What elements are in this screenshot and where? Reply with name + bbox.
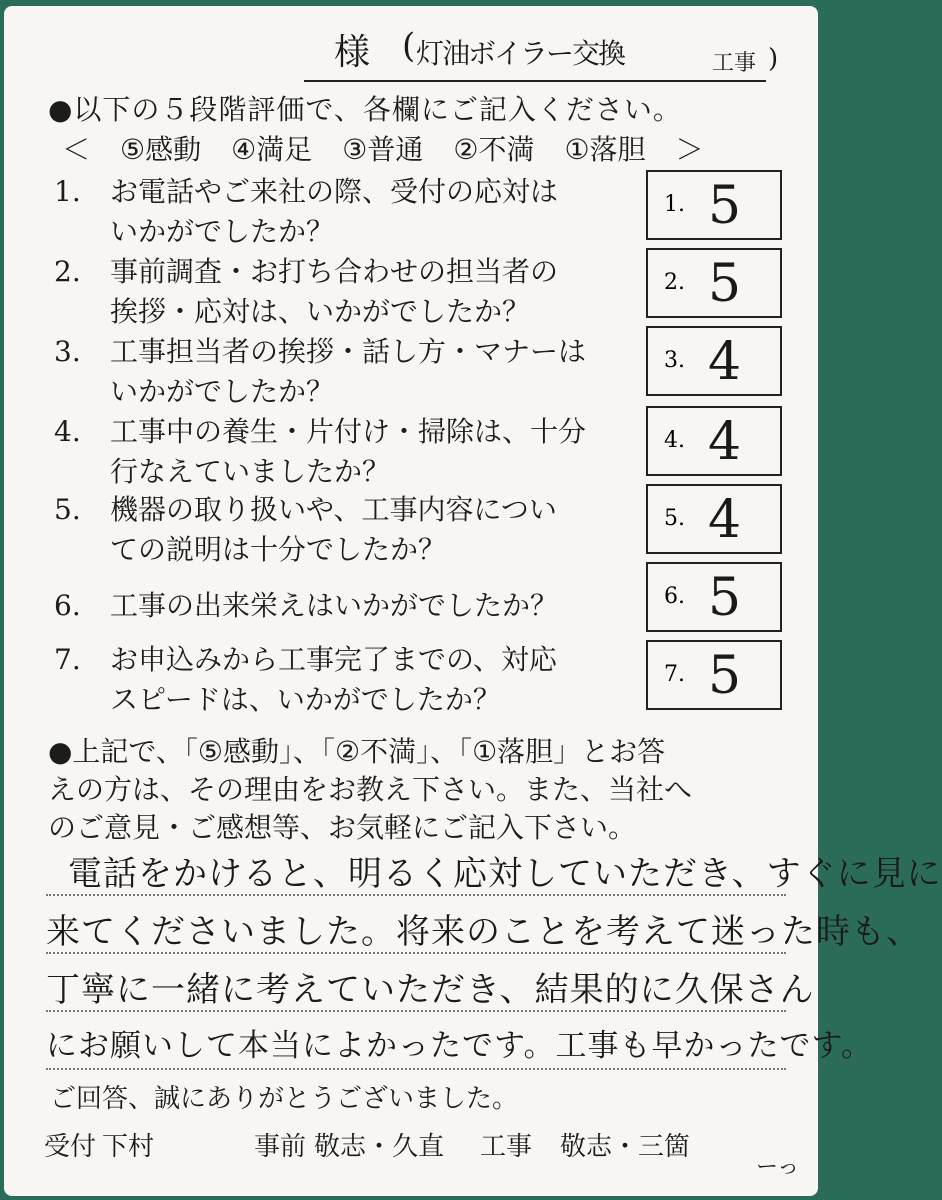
question-text-line1: 機器の取り扱いや、工事内容につい	[110, 493, 557, 526]
question-text-line2: 挨拶・応対は、いかがでしたか？	[110, 295, 531, 328]
question-number: 1.	[54, 175, 81, 208]
answer-value: 5	[708, 176, 742, 236]
header-line	[304, 18, 784, 78]
question-text-line2: 行なえていましたか？	[110, 455, 391, 488]
answer-value: 5	[708, 568, 742, 628]
answer-box-label: 2.	[664, 270, 685, 295]
pre-survey-label: 事前	[254, 1132, 307, 1162]
answer-box-3[interactable]	[646, 326, 782, 396]
comment-prompt-line2: えの方は、その理由をお教え下さい。また、当社へ	[48, 773, 693, 806]
reception-label: 受付	[44, 1132, 97, 1162]
answer-box-label: 4.	[664, 428, 685, 453]
comment-prompt-line3: のご意見・ご感想等、お気軽にご記入下さい。	[48, 811, 637, 844]
question-number: 3.	[54, 335, 81, 368]
scale-item-1: ①落胆	[564, 133, 646, 166]
answer-value: 4	[708, 490, 742, 550]
paren-close: )	[768, 44, 779, 74]
question-number: 7.	[54, 643, 81, 676]
reception-name: 下村	[102, 1132, 155, 1162]
answer-box-label: 7.	[664, 662, 685, 687]
question-text-line1: 事前調査・お打ち合わせの担当者の	[110, 255, 559, 288]
answer-box-4[interactable]	[646, 406, 782, 476]
pre-survey-name: 敬志・久直	[314, 1132, 445, 1162]
thanks-message: ご回答、誠にありがとうございました。	[50, 1084, 519, 1114]
scale-open: ＜	[62, 133, 91, 166]
scale-item-5: ⑤感動	[120, 133, 202, 166]
answer-value: 4	[708, 412, 742, 472]
header-underline	[304, 80, 766, 82]
question-text-line2: いかがでしたか？	[110, 375, 335, 408]
answer-box-label: 1.	[664, 192, 685, 217]
question-number: 5.	[54, 493, 81, 526]
comment-line1: 電話をかけると、明るく応対していただき、すぐに見に	[68, 854, 942, 894]
instruction: ●以下の５段階評価で、各欄にご記入ください。	[48, 93, 682, 126]
question-text-line2: スピードは、いかがでしたか？	[110, 683, 501, 716]
paren-open: (	[402, 26, 416, 66]
question-text-line2: いかがでしたか？	[110, 215, 335, 248]
work-name: 敬志・三箇	[560, 1132, 691, 1162]
comment-line2: 来てくださいました。将来のことを考えて迷った時も、	[46, 912, 921, 952]
question-number: 6.	[54, 589, 81, 622]
question-text-line1: お申込みから工事完了までの、対応	[110, 643, 557, 676]
survey-card	[4, 6, 942, 1196]
question-text-line1: 工事の出来栄えはいかがでしたか？	[110, 589, 559, 622]
work-description: 灯油ボイラー交換	[416, 37, 625, 70]
answer-box-1[interactable]	[646, 170, 782, 240]
rating-scale	[62, 128, 704, 168]
answer-box-6[interactable]	[646, 562, 782, 632]
answer-box-2[interactable]	[646, 248, 782, 318]
comment-prompt-line1: ●上記で、「⑤感動」、「②不満」、「①落胆」とお答	[48, 735, 666, 768]
scale-item-4: ④満足	[231, 133, 313, 166]
comment-line4: にお願いして本当によかったです。工事も早かったです。	[46, 1028, 874, 1064]
answer-box-label: 5.	[664, 506, 685, 531]
question-text-line1: 工事担当者の挨拶・話し方・マナーは	[110, 335, 587, 368]
question-number: 2.	[54, 255, 81, 288]
question-text-line2: ての説明は十分でしたか？	[110, 533, 447, 566]
scale-close: ＞	[675, 133, 704, 166]
comment-line3: 丁寧に一緒に考えていただき、結果的に久保さん	[46, 970, 815, 1010]
answer-box-label: 6.	[664, 584, 685, 609]
customer-name: 様	[334, 32, 371, 73]
ruled-line	[46, 1068, 786, 1070]
answer-value: 5	[708, 254, 742, 314]
scale-item-3: ③普通	[342, 133, 424, 166]
answer-value: 4	[708, 332, 742, 392]
question-text-line1: 工事中の養生・片付け・掃除は、十分	[110, 415, 587, 448]
question-text-line1: お電話やご来社の際、受付の応対は	[110, 175, 559, 208]
answer-box-7[interactable]	[646, 640, 782, 710]
question-number: 4.	[54, 415, 81, 448]
work-label: 工事	[480, 1132, 533, 1162]
scale-item-2: ②不満	[453, 133, 535, 166]
footer-tail: ーっ	[756, 1155, 800, 1180]
answer-box-label: 3.	[664, 348, 685, 373]
answer-box-5[interactable]	[646, 484, 782, 554]
koji-label: 工事	[712, 51, 757, 76]
answer-value: 5	[708, 646, 742, 706]
